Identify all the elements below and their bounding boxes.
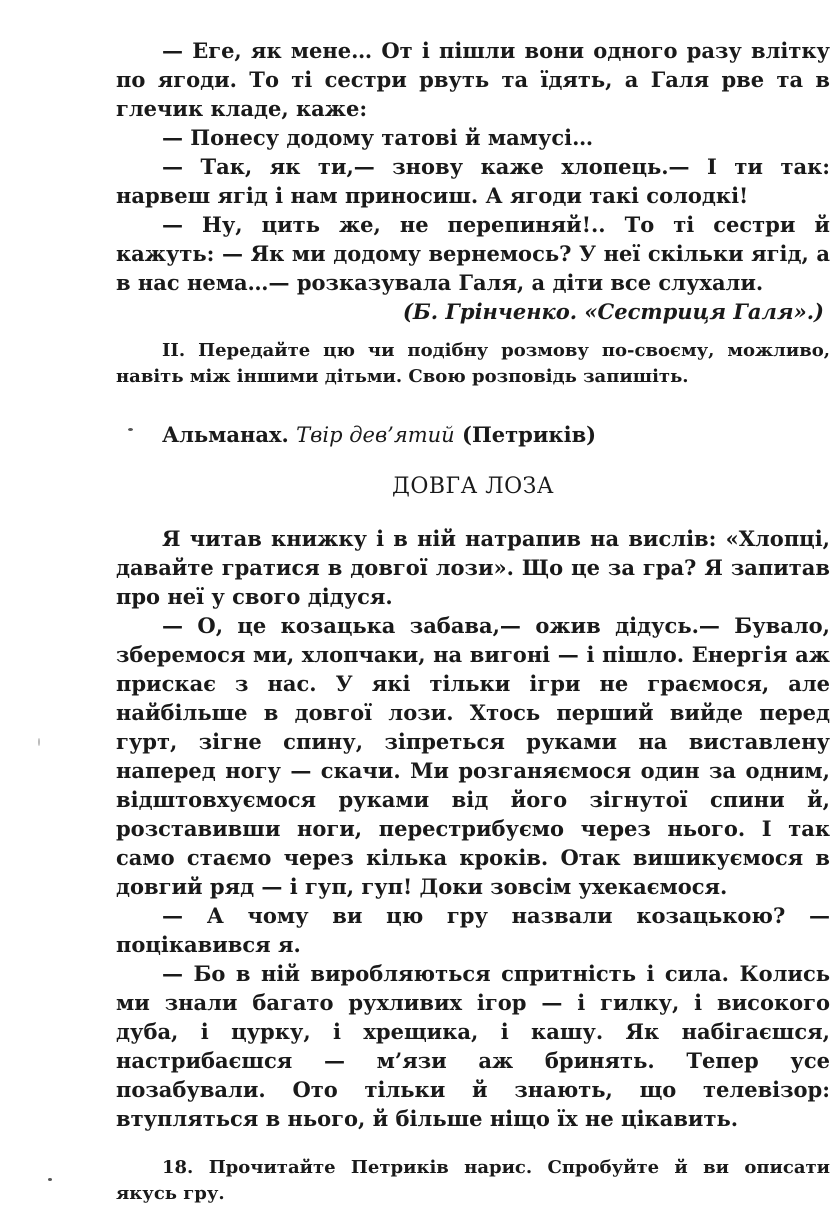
paragraph: — Бо в ній виробляються спритність і сила. Колись ми знали багато рухливих ігор — і гилку, і високого дуба, і цурку, і хрещика, і кашу. Як набігаєшся, настрибаєшся — м’язи аж бринять. Тепер усе позабували. Ото тільки й знають, що телевізор: втупляться в нього, й більше ніщо їх не цікавить. — [116, 961, 830, 1131]
exercise-18 — [116, 1155, 830, 1207]
exercise-text: Прочитайте Петриків нарис. Спробуйте й ви описати якусь гру. — [116, 1157, 830, 1204]
task-ii: II. Передайте цю чи подібну розмову по-своєму, можливо, навіть між іншими дітьми. Свою розповідь запишіть. — [116, 340, 830, 387]
paragraph: — Понесу додому татові й мамусі… — [162, 125, 594, 150]
paragraph: — Так, як ти,— знову каже хлопець.— І ти так: нарвеш ягід і нам приносиш. А ягоди такі солодкі! — [116, 154, 830, 208]
scan-speck — [38, 738, 40, 746]
almanac-label: Альманах. — [162, 422, 289, 447]
almanac-line — [116, 420, 830, 450]
paragraph: — Ну, цить же, не перепиняй!.. То ті сестри й кажуть: — Як ми додому вернемось? У неї скільки ягід, а в нас нема…— розказувала Галя, а діти все слухали. — [116, 212, 830, 295]
story-title: ДОВГА ЛОЗА — [391, 474, 555, 499]
attribution: (Б. Грінченко. «Сестриця Галя».) — [402, 299, 824, 324]
document-page — [116, 36, 830, 1207]
scan-speck — [48, 1178, 52, 1181]
paragraph: — О, це козацька забава,— ожив дідусь.— Бувало, зберемося ми, хлопчаки, на вигоні — і пішло. Енергія аж прискає з нас. У які тільки ігри не граємося, але найбільше в довгої лози. Хтось перший вийде перед гурт, зігне спину, зіпреться руками на виставлену наперед ногу — скачи. Ми розганяємося один за одним, відштовхуємося руками від його зігнутої спини й, розставивши ноги, перестрибуємо через нього. І так само стаємо через кілька кроків. Отак вишикуємося в довгий ряд — і гуп, гуп! Доки зовсім ухекаємося. — [116, 613, 830, 899]
almanac-author: (Петриків) — [462, 422, 597, 447]
almanac-work-title: Твір дев’ятий — [296, 423, 455, 447]
paragraph: Я читав книжку і в ній натрапив на вислів: «Хлопці, давайте гратися в довгої лози». Що це за гра? Я запитав про неї у свого дідуся. — [116, 526, 830, 609]
paragraph: — Еге, як мене… От і пішли вони одного разу влітку по ягоди. То ті сестри рвуть та їдять, а Галя рве та в глечик кладе, каже: — [116, 38, 830, 121]
exercise-number: 18. — [162, 1157, 194, 1178]
scan-speck — [128, 428, 133, 431]
paragraph: — А чому ви цю гру назвали козацькою? — поцікавився я. — [116, 903, 830, 957]
